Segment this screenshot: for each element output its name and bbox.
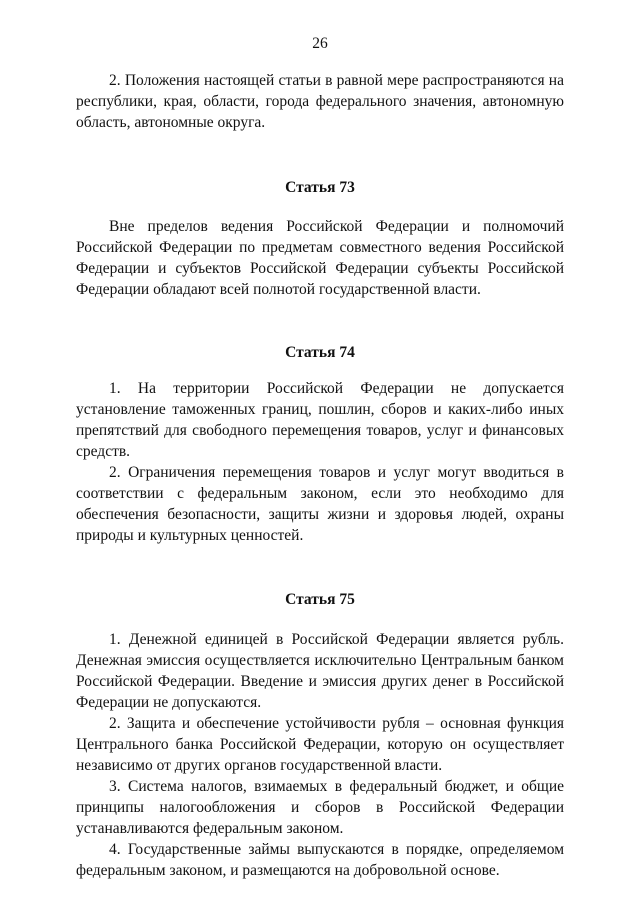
page-number: 26 — [312, 35, 328, 52]
article-heading: Статья 73 — [285, 179, 355, 196]
paragraph: 1. На территории Российской Федерации не допускается установление таможенных границ, пошлин, сборов и каких-либо иных препятствий для свободного перемещения товаров, услуг и финансовых средств. — [76, 380, 564, 460]
article-heading: Статья 74 — [285, 344, 355, 361]
paragraph: 1. Денежной единицей в Российской Федерации является рубль. Денежная эмиссия осуществляется исключительно Центральным банком Российской Федерации. Введение и эмиссия других денег в Российской Федерации не допускаются. — [76, 631, 564, 711]
paragraph: 3. Система налогов, взимаемых в федеральный бюджет, и общие принципы налогообложения и сборов в Российской Федерации устанавливаются федеральным законом. — [76, 778, 564, 837]
paragraph: 2. Положения настоящей статьи в равной мере распространяются на республики, края, области, города федерального значения, автономную область, автономные округа. — [76, 72, 564, 131]
paragraph: 2. Ограничения перемещения товаров и услуг могут вводиться в соответствии с федеральным законом, если это необходимо для обеспечения безопасности, защиты жизни и здоровья людей, охраны природы и культурных ценностей. — [76, 464, 564, 544]
paragraph: Вне пределов ведения Российской Федерации и полномочий Российской Федерации по предметам совместного ведения Российской Федерации и субъектов Российской Федерации субъекты Российской Федерации обладают всей полнотой государственной власти. — [76, 218, 564, 298]
article-heading: Статья 75 — [285, 591, 355, 608]
paragraph: 4. Государственные займы выпускаются в порядке, определяемом федеральным законом, и размещаются на добровольной основе. — [76, 841, 564, 879]
paragraph: 2. Защита и обеспечение устойчивости рубля – основная функция Центрального банка Российской Федерации, которую он осуществляет независимо от других органов государственной власти. — [76, 715, 564, 774]
